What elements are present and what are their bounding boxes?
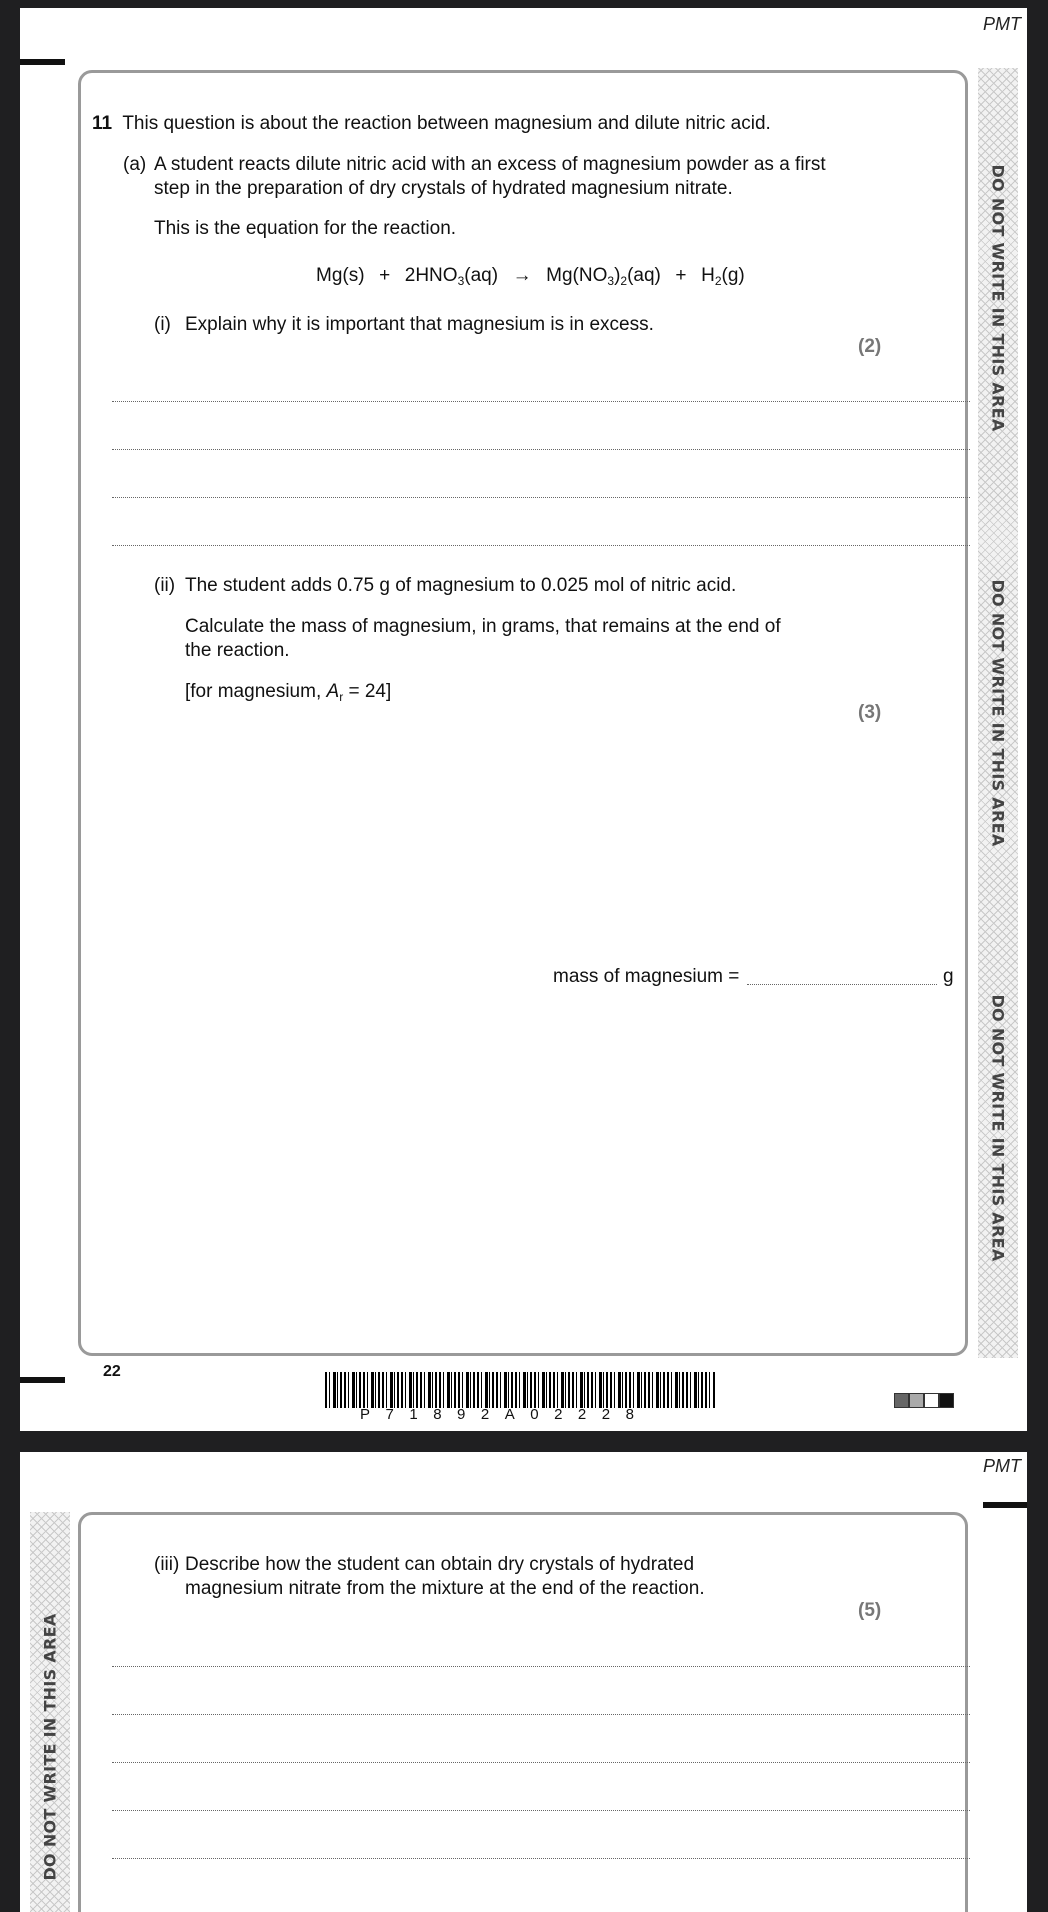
pmt-label: PMT [983,1456,1021,1476]
question-number: 11 [92,113,113,134]
margin-warning-text: DO NOT WRITE IN THIS AREA [988,579,1008,847]
part-iii-line1: Describe how the student can obtain dry crystals of hydrated [185,1554,695,1575]
margin-warning-text: DO NOT WRITE IN THIS AREA [988,994,1008,1262]
part-ii-line2: Calculate the mass of magnesium, in grams, that remains at the end of [185,616,781,637]
top-rule [983,1502,1027,1508]
part-i-marks: (2) [858,336,882,357]
margin-warning-text: DO NOT WRITE IN THIS AREA [988,164,1008,432]
registration-square [924,1393,939,1408]
part-i-label: (i) [154,314,171,335]
top-rule [20,59,65,65]
part-ii-line1: The student adds 0.75 g of magnesium to 0.025 mol of nitric acid. [185,575,737,596]
answer-frame [78,70,968,1356]
barcode-text: P71892A02228 [360,1406,650,1423]
part-i-text: Explain why it is important that magnesium is in excess. [185,314,654,335]
answer-line[interactable] [112,401,970,402]
bottom-rule [20,1377,65,1383]
part-ii-marks: (3) [858,702,882,723]
question-stem [92,112,771,136]
relative-atomic-mass-data: [for magnesium, $A_r = 24$] [185,681,392,704]
exam-page-22 [20,8,1027,1431]
answer-label: mass of magnesium = [553,966,740,987]
exam-page-23 [20,1452,1027,1912]
answer-line[interactable] [112,1666,970,1667]
part-iii-label: (iii) [154,1554,180,1575]
answer-line[interactable] [112,449,970,450]
margin-strip-right [978,68,1018,1358]
answer-line[interactable] [112,1762,970,1763]
part-iii-line2: magnesium nitrate from the mixture at the end of the reaction. [185,1578,705,1599]
ram-suffix: = 24] [343,681,392,702]
registration-square [909,1393,924,1408]
answer-line[interactable] [112,1810,970,1811]
ram-prefix: [for magnesium, [185,681,327,702]
margin-strip-left [30,1512,70,1912]
part-iii-marks: (5) [858,1600,882,1621]
answer-blank[interactable] [747,984,937,985]
answer-line[interactable] [112,1714,970,1715]
page-number: 22 [103,1363,121,1380]
barcode [325,1372,715,1408]
answer-line[interactable] [112,545,970,546]
answer-line[interactable] [112,497,970,498]
part-ii-label: (ii) [154,575,176,596]
answer-unit: g [943,966,954,987]
answer-line[interactable] [112,1858,970,1859]
part-ii-line3: the reaction. [185,640,290,661]
margin-warning-text: DO NOT WRITE IN THIS AREA [40,1613,60,1881]
part-a-label: (a) [123,154,147,175]
question-stem-text: This question is about the reaction between magnesium and dilute nitric acid. [122,113,771,134]
part-a-line2: step in the preparation of dry crystals of hydrated magnesium nitrate. [154,178,733,199]
part-a-line1: A student reacts dilute nitric acid with an excess of magnesium powder as a first [154,154,826,175]
chemical-equation: $Mg(s) + 2HNO_3(aq) \to Mg(NO_3)_2(aq) + H_2(g)$ [316,265,745,288]
equation-intro: This is the equation for the reaction. [154,218,457,239]
pmt-label: PMT [983,14,1021,34]
registration-square [894,1393,909,1408]
registration-square [939,1393,954,1408]
